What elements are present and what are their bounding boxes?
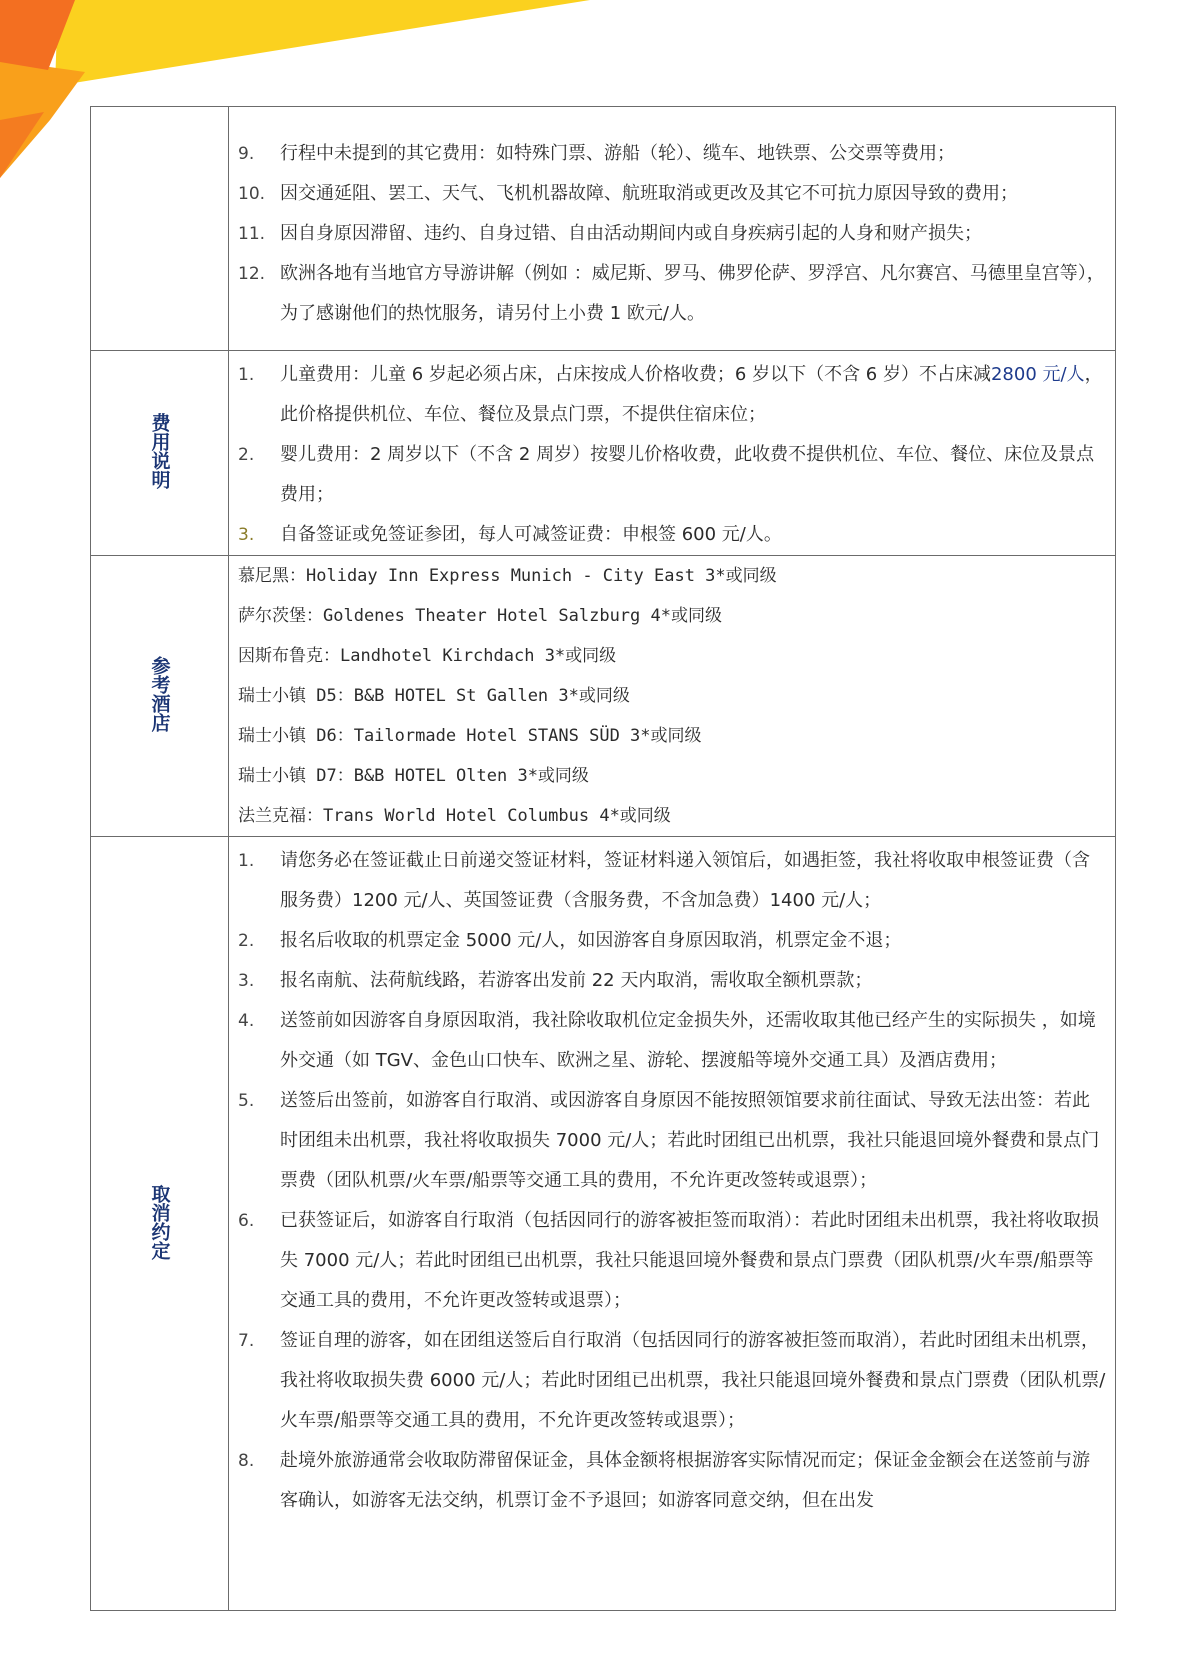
list-item [238,1001,1107,1081]
cancel-content-cell [229,837,1116,1611]
highlighted-price: 2800 元/人 [990,364,1085,385]
item-number: 7. [238,1331,255,1351]
item-number: 11. [238,223,266,244]
item-number: 3. [238,525,255,545]
item-number: 9. [238,143,255,164]
section-label-cancel: 取消约定 [148,1183,171,1260]
list-item [238,1081,1107,1201]
item-text: 请您务必在签证截止日前递交签证材料，签证材料递入领馆后，如遇拒签，我社将收取申根签证费（含服务费）1200 元/人、英国签证费（含服务费，不含加急费）1400 元/人； [280,850,1090,911]
item-text: 婴儿费用：2 周岁以下（不含 2 周岁）按婴儿价格收费，此收费不提供机位、车位、餐位、床位及景点费用； [280,444,1095,505]
list-item [238,1321,1107,1441]
hotel-line: 瑞士小镇 D5：B&B HOTEL St Gallen 3*或同级 [238,686,630,706]
hotel-line: 慕尼黑：Holiday Inn Express Munich - City East 3*或同级 [238,566,777,586]
hotel-line: 法兰克福：Trans World Hotel Columbus 4*或同级 [238,806,671,826]
fees-content-cell [229,351,1116,556]
item-text: 因交通延阻、罢工、天气、飞机机器故障、航班取消或更改及其它不可抗力原因导致的费用； [280,182,1018,204]
item-text: 签证自理的游客，如在团组送签后自行取消（包括因同行的游客被拒签而取消），若此时团组未出机票，我社将收取损失费 6000 元/人；若此时团组已出机票，我社只能退回境外餐费和景点门票费（团队机票/火车票/船票等交通工具的费用，不允许更改签转或退票）； [280,1330,1106,1431]
item-text-part: ，此价格提供机位、车位、餐位及景点门票，不提供住宿床位； [280,364,1103,425]
cancel-label-cell [91,837,229,1611]
list-item [238,961,1107,1001]
item-text: 行程中未提到的其它费用：如特殊门票、游船（轮）、缆车、地铁票、公交票等费用； [280,142,955,164]
list-item [238,435,1107,515]
item-number: 6. [238,1211,255,1231]
item-number: 10. [238,183,266,204]
fees-row [91,351,1116,556]
item-text: 已获签证后，如游客自行取消（包括因同行的游客被拒签而取消）：若此时团组未出机票，我社将收取损失 7000 元/人；若此时团组已出机票，我社只能退回境外餐费和景点门票费（团队机票/火车票/船票等交通工具的费用，不允许更改签转或退票）； [280,1210,1099,1311]
cancel-row [91,837,1116,1611]
item-number: 2. [238,931,255,951]
item-number: 1. [238,365,255,385]
yellow-ribbon-shape [55,0,590,86]
item-text: 赴境外旅游通常会收取防滞留保证金，具体金额将根据游客实际情况而定；保证金金额会在送签前与游客确认，如游客无法交纳，机票订金不予退回；如游客同意交纳，但在出发 [280,1450,1090,1511]
item-number: 1. [238,851,255,871]
hotel-line: 萨尔茨堡：Goldenes Theater Hotel Salzburg 4*或同级 [238,606,722,626]
item-text: 自备签证或免签证参团，每人可减签证费：申根签 600 元/人。 [280,524,782,545]
hotel-line: 因斯布鲁克：Landhotel Kirchdach 3*或同级 [238,646,617,666]
hotels-content-cell [229,556,1116,837]
list-item [238,1201,1107,1321]
orange-triangle-shape [0,0,75,70]
item-number: 2. [238,445,255,465]
hotels-row [91,556,1116,837]
item-number: 4. [238,1011,255,1031]
item-number: 12. [238,263,266,284]
itinerary-info-table [90,106,1116,1611]
list-item [238,254,1107,334]
excluded-fees-row [91,107,1116,351]
fees-label-cell [91,351,229,556]
item-text: 报名后收取的机票定金 5000 元/人，如因游客自身原因取消，机票定金不退； [280,930,902,951]
section-label-fees: 费用说明 [148,413,171,489]
hotel-line: 瑞士小镇 D7：B&B HOTEL Olten 3*或同级 [238,766,589,786]
section-label-hotels: 参考酒店 [148,656,171,732]
list-item [238,841,1107,921]
hotels-label-cell [91,556,229,837]
orange-lower-shape [0,112,44,178]
item-number: 5. [238,1091,255,1111]
item-text: 送签前如因游客自身原因取消，我社除收取机位定金损失外，还需收取其他已经产生的实际损失 ，如境外交通（如 TGV、金色山口快车、欧洲之星、游轮、摆渡船等境外交通工具）及酒店费用； [280,1010,1096,1071]
item-text: 送签后出签前，如游客自行取消、或因游客自身原因不能按照领馆要求前往面试、导致无法出签：若此时团组未出机票，我社将收取损失 7000 元/人；若此时团组已出机票，我社只能退回境外餐费和景点门票费（团队机票/火车票/船票等交通工具的费用，不允许更改签转或退票）； [280,1090,1100,1191]
excluded-fees-label-cell [91,107,229,351]
list-item [238,921,1107,961]
item-text: 因自身原因滞留、违约、自身过错、自由活动期间内或自身疾病引起的人身和财产损失； [280,222,982,244]
item-text: 报名南航、法荷航线路，若游客出发前 22 天内取消，需收取全额机票款； [280,970,873,991]
hotel-line: 瑞士小镇 D6：Tailormade Hotel STANS SÜD 3*或同级 [238,726,702,746]
list-item [238,515,1107,555]
item-number: 3. [238,971,255,991]
item-text: 欧洲各地有当地官方导游讲解（例如 ：威尼斯、罗马、佛罗伦萨、罗浮宫、凡尔赛宫、马德里皇宫等），为了感谢他们的热忱服务，请另付上小费 1 欧元/人。 [280,262,1105,324]
list-item [238,134,1107,174]
list-item [238,1441,1107,1521]
excluded-fees-content-cell [229,107,1116,351]
list-item [238,174,1107,214]
list-item [238,214,1107,254]
light-orange-ribbon-shape [0,60,85,178]
list-item [238,355,1107,435]
item-number: 8. [238,1451,255,1471]
item-text [280,355,1107,435]
item-text-part: 儿童费用：儿童 6 岁起必须占床，占床按成人价格收费；6 岁以下（不含 6 岁）不占床减 [280,364,991,385]
